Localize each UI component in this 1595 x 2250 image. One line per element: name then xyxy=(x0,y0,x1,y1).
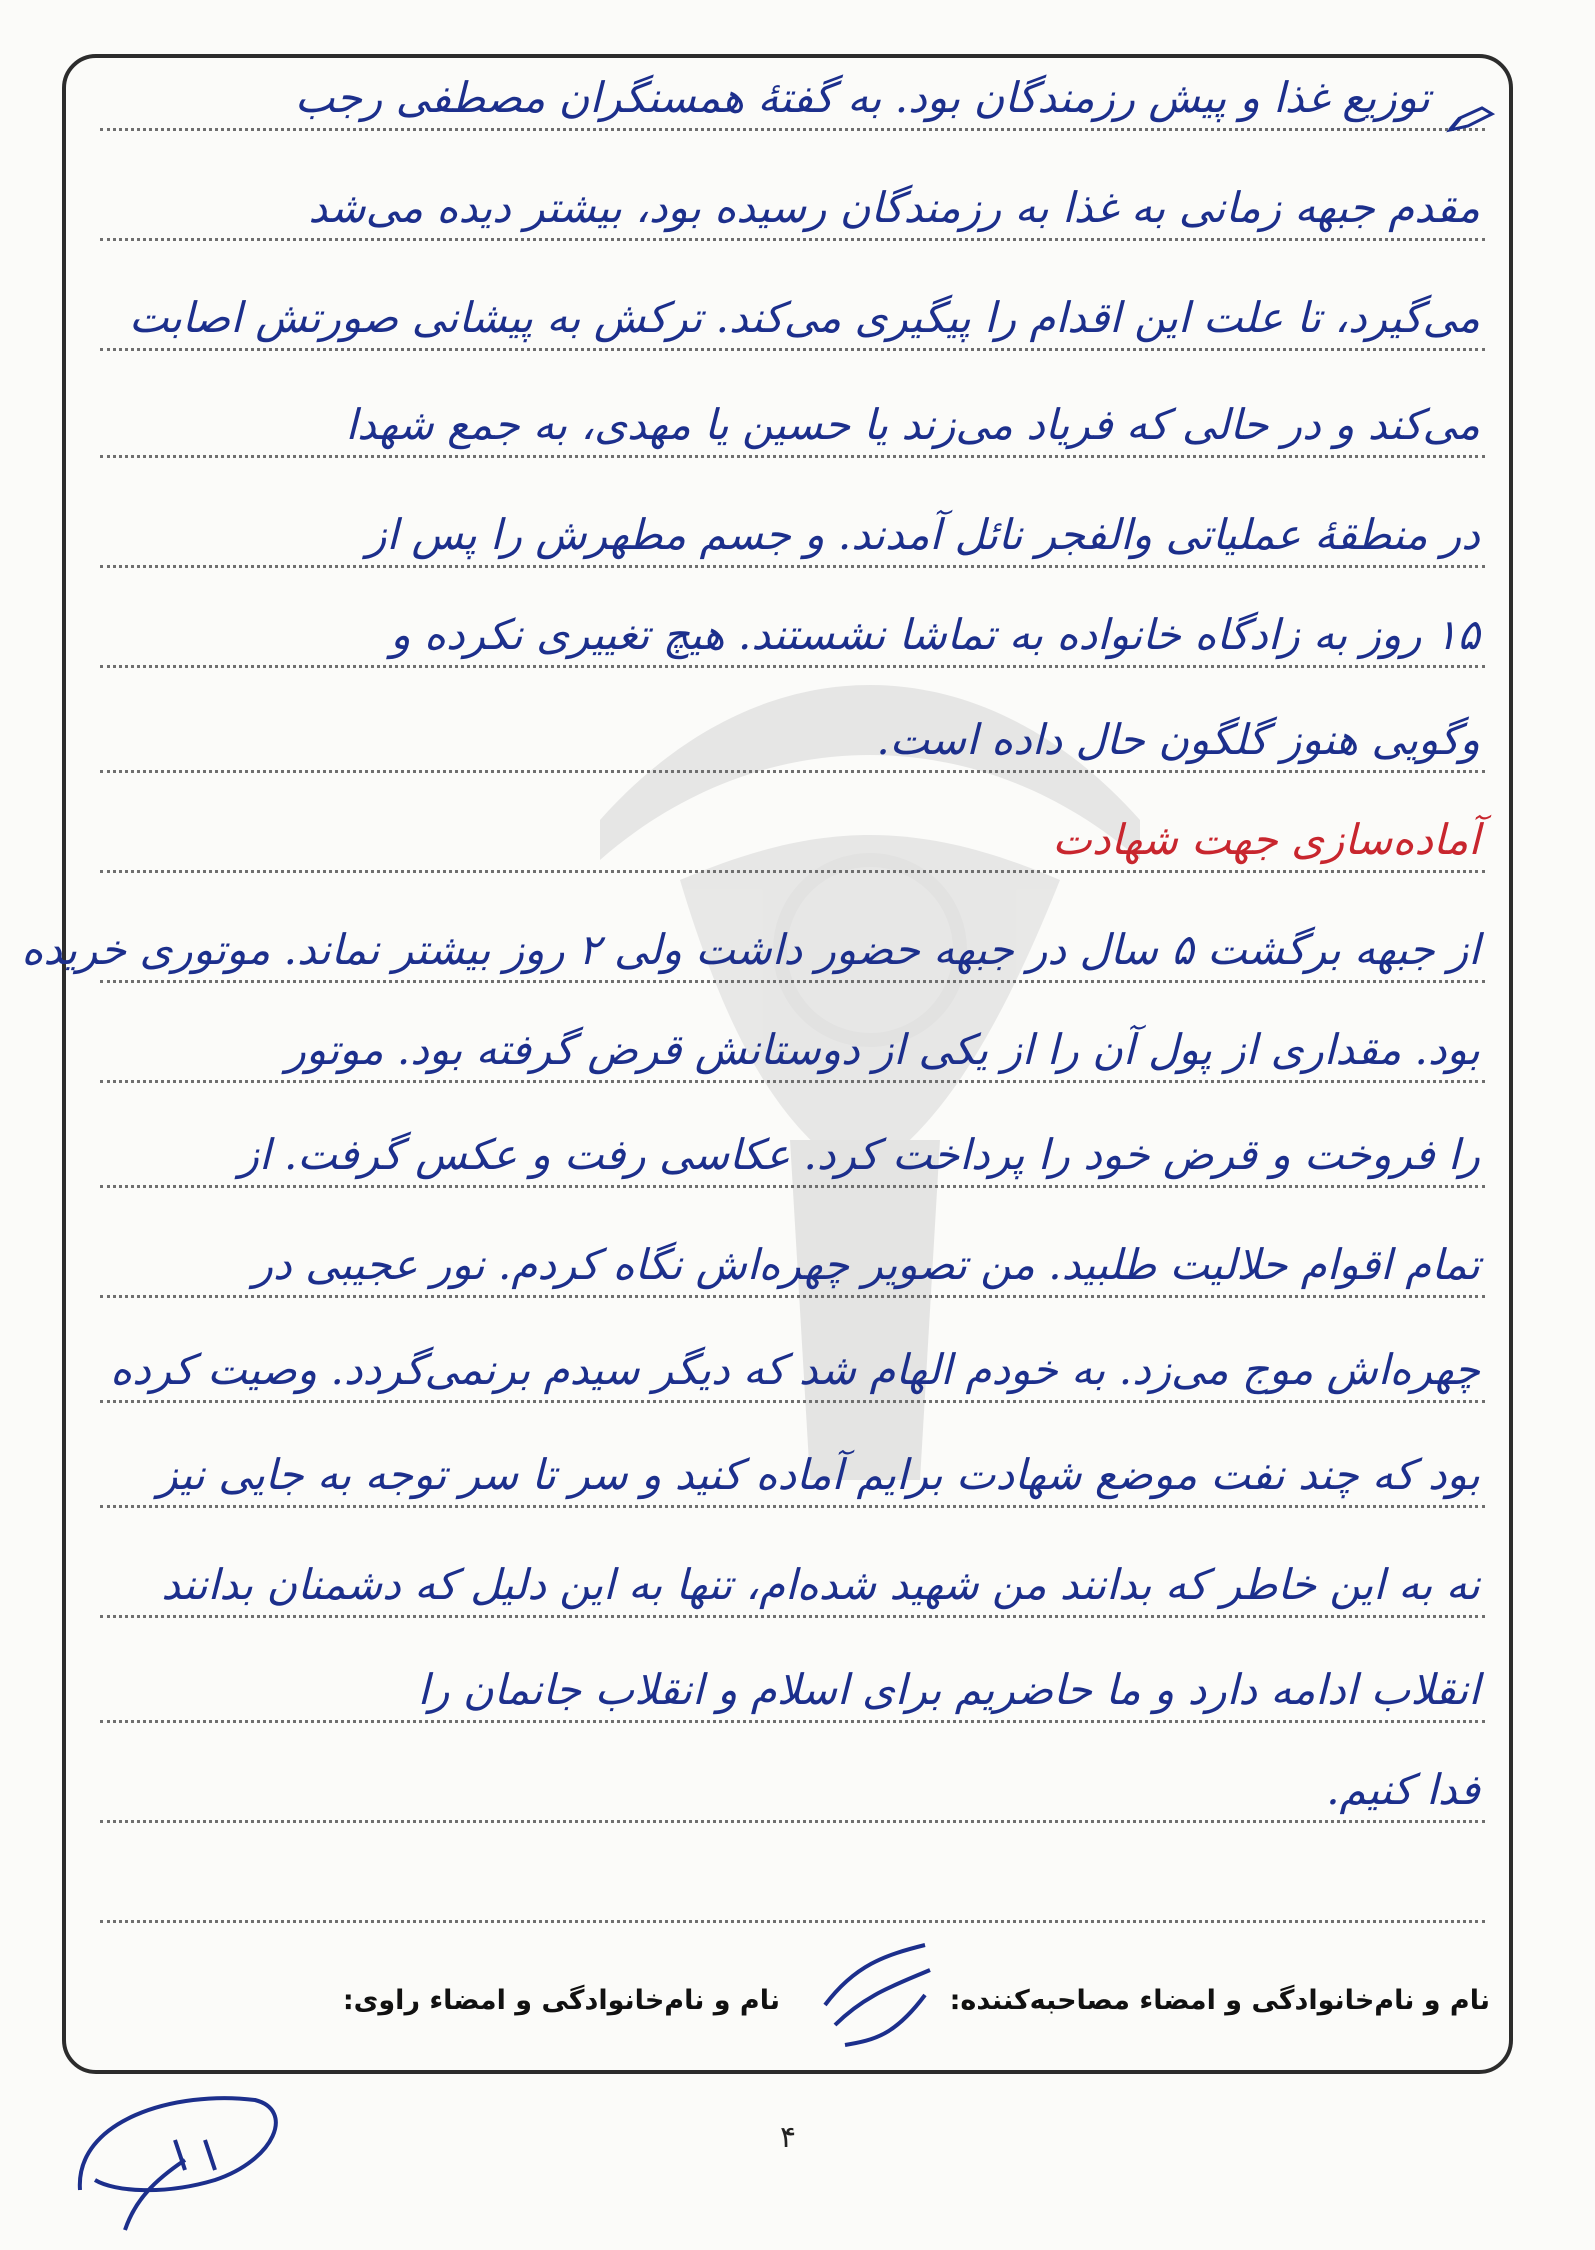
ruled-line xyxy=(100,238,1485,241)
corner-signature xyxy=(55,2080,305,2245)
handwritten-line: توزیع غذا و پیش رزمندگان بود. به گفتهٔ همسنگران مصطفی رجب xyxy=(294,73,1430,122)
handwritten-line: چهره‌اش موج می‌زد. به خودم الهام شد که دیگر سیدم برنمی‌گردد. وصیت کرده xyxy=(110,1345,1480,1394)
ruled-line xyxy=(100,455,1485,458)
handwritten-line: را فروخت و قرض خود را پرداخت کرد. عکاسی رفت و عکس گرفت. از xyxy=(238,1130,1480,1179)
ruled-line xyxy=(100,665,1485,668)
handwritten-line: بود. مقداری از پول آن را از یکی از دوستانش قرض گرفته بود. موتور xyxy=(285,1025,1480,1074)
ruled-line xyxy=(100,1185,1485,1188)
handwritten-line: وگویی هنوز گلگون حال داده است. xyxy=(876,715,1480,764)
ruled-line xyxy=(100,1920,1485,1923)
handwritten-line: نه به این خاطر که بدانند من شهید شده‌ام، تنها به این دلیل که دشمنان بدانند xyxy=(161,1560,1480,1609)
narrator-signature-label: نام و نام‌خانوادگی و امضاء راوی: xyxy=(342,1985,780,2016)
handwritten-line: فدا کنیم. xyxy=(1326,1765,1480,1814)
ruled-line xyxy=(100,565,1485,568)
ruled-line xyxy=(100,980,1485,983)
ruled-line xyxy=(100,1400,1485,1403)
handwritten-line: از جبهه برگشت ۵ سال در جبهه حضور داشت ولی ۲ روز بیشتر نماند. موتوری خریده xyxy=(21,925,1480,974)
interviewer-signature xyxy=(805,1935,945,2065)
interviewer-signature-label: نام و نام‌خانوادگی و امضاء مصاحبه‌کننده: xyxy=(949,1985,1490,2016)
ruled-line xyxy=(100,1505,1485,1508)
ruled-line xyxy=(100,870,1485,873)
handwritten-line: می‌گیرد، تا علت این اقدام را پیگیری می‌کند. ترکش به پیشانی صورتش اصابت xyxy=(129,293,1480,342)
handwritten-line: انقلاب ادامه دارد و ما حاضریم برای اسلام و انقلاب جانمان را xyxy=(417,1665,1480,1714)
ruled-line xyxy=(100,348,1485,351)
ruled-line xyxy=(100,128,1485,131)
pen-icon xyxy=(1448,104,1494,134)
ruled-line xyxy=(100,1080,1485,1083)
ruled-line xyxy=(100,1720,1485,1723)
handwritten-line: مقدم جبهه زمانی به غذا به رزمندگان رسیده بود، بیشتر دیده می‌شد xyxy=(308,183,1480,232)
handwritten-line: ۱۵ روز به زادگاه خانواده به تماشا نشستند. هیچ تغییری نکرده و xyxy=(390,610,1480,659)
ruled-line xyxy=(100,1615,1485,1618)
ruled-line xyxy=(100,1820,1485,1823)
handwritten-line: در منطقهٔ عملیاتی والفجر نائل آمدند. و جسم مطهرش را پس از xyxy=(366,510,1480,559)
ruled-line xyxy=(100,770,1485,773)
ruled-line xyxy=(100,1295,1485,1298)
page-number: ۴ xyxy=(780,2120,797,2155)
handwritten-line: بود که چند نفت موضع شهادت برایم آماده کنید و سر تا سر توجه به جایی نیز xyxy=(157,1450,1480,1499)
handwritten-line: می‌کند و در حالی که فریاد می‌زند یا حسین یا مهدی، به جمع شهدا xyxy=(345,400,1480,449)
section-heading: آماده‌سازی جهت شهادت xyxy=(1052,815,1480,864)
handwritten-line: تمام اقوام حلالیت طلبید. من تصویر چهره‌اش نگاه کردم. نور عجیبی در xyxy=(252,1240,1480,1289)
